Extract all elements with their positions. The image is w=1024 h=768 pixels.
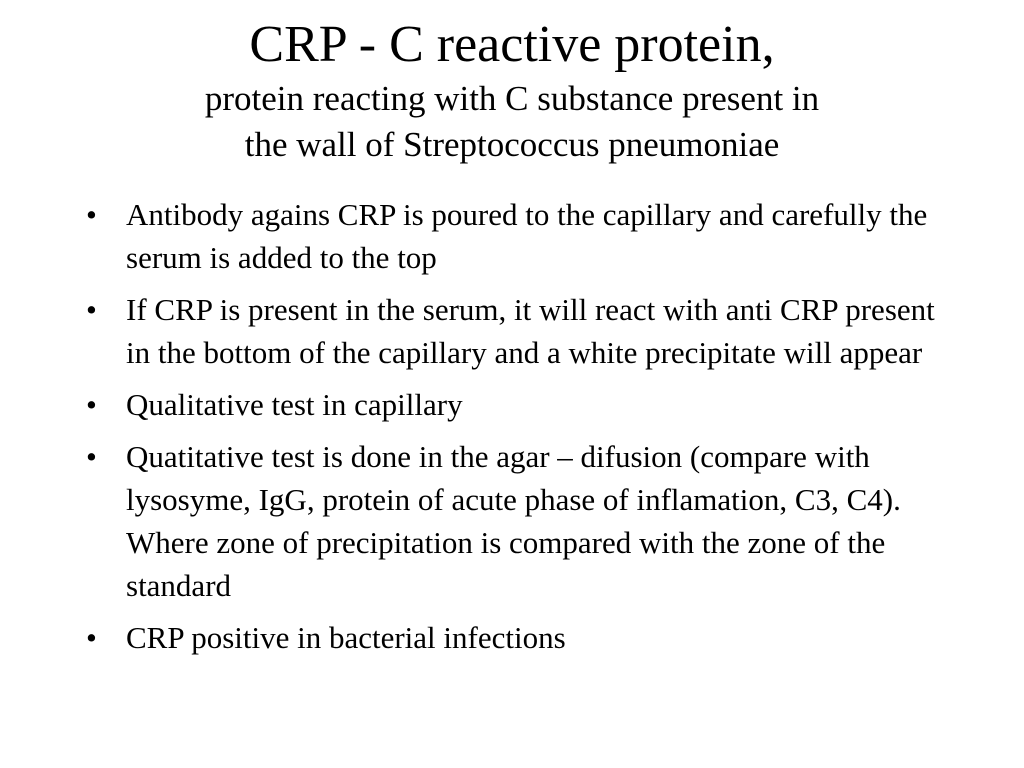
bullet-item [82,616,952,659]
bullet-text: Antibody agains CRP is poured to the capillary and carefully the serum is added to the top [126,197,928,275]
bullet-item [82,435,952,607]
bullet-list [82,193,952,668]
slide-subtitle-line-1: protein reacting with C substance present in [204,79,820,118]
slide-title: CRP - C reactive protein, [249,16,775,73]
bullet-item [82,193,952,279]
bullet-text: CRP positive in bacterial infections [126,620,566,655]
bullet-icon: • [86,387,97,422]
bullet-text: Qualitative test in capillary [126,387,463,422]
slide-title-block [60,14,964,168]
bullet-icon: • [86,197,97,232]
bullet-icon: • [86,620,97,655]
bullet-text: Quatitative test is done in the agar – difusion (compare with lysosyme, IgG, protein of acute phase of inflamation, C3, C4). Where zone of precipitation is compared with the zone of the standard [126,439,901,603]
bullet-item [82,288,952,374]
slide-subtitle-line-2: the wall of Streptococcus pneumoniae [244,125,780,164]
bullet-item [82,383,952,426]
bullet-text: If CRP is present in the serum, it will react with anti CRP present in the bottom of the capillary and a white precipitate will appear [126,292,935,370]
bullet-icon: • [86,292,97,327]
bullet-icon: • [86,439,97,474]
